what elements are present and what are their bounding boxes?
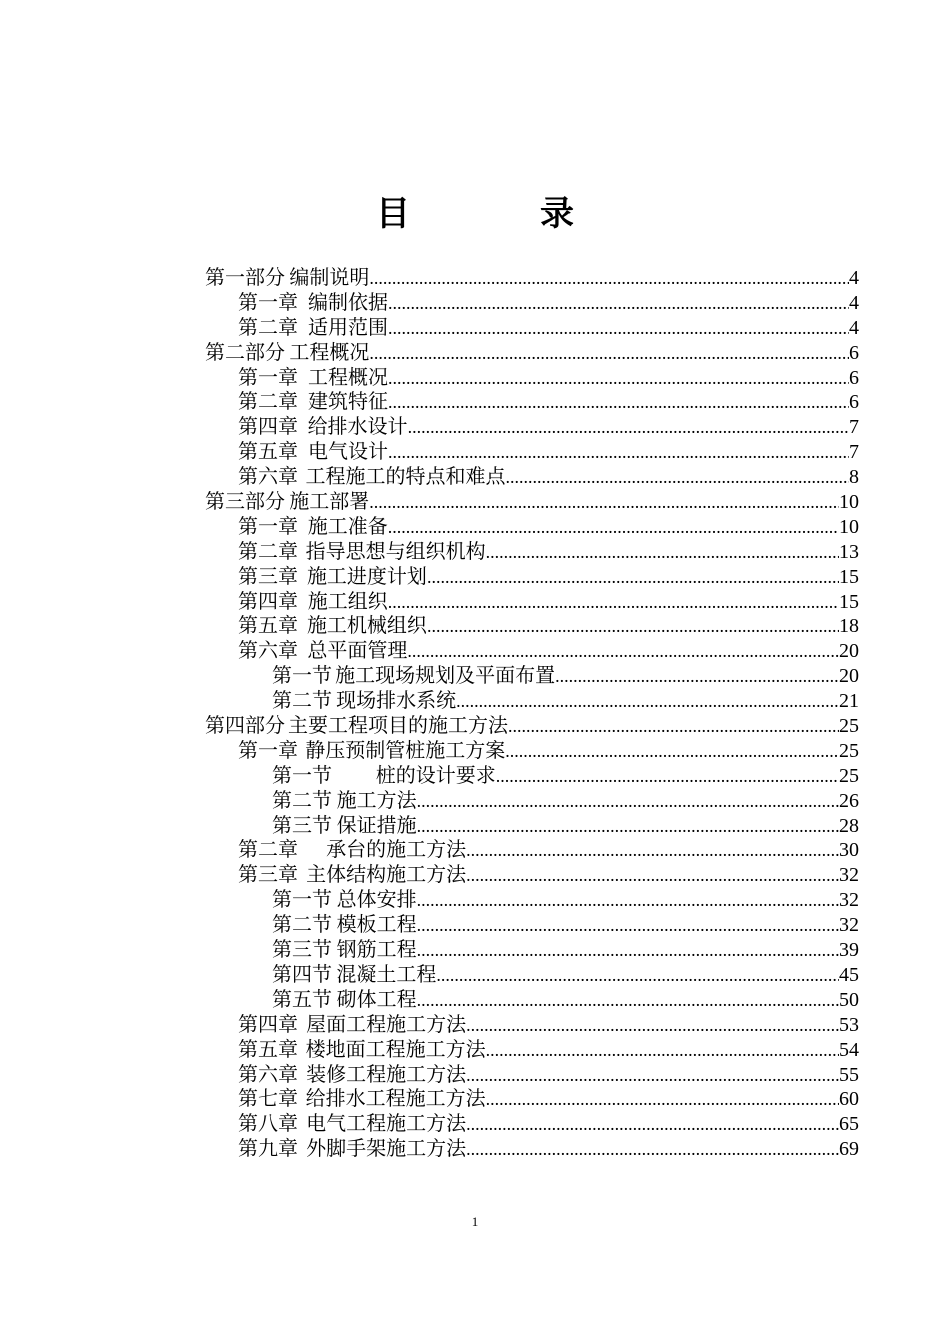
toc-entry-page: 25 xyxy=(839,739,859,762)
toc-entry-number: 第一节 xyxy=(272,762,332,787)
toc-entry-label: 总平面管理 xyxy=(307,638,408,663)
toc-entry-label: 桩的设计要求 xyxy=(335,762,496,787)
toc-entry[interactable] xyxy=(205,1111,859,1136)
table-of-contents xyxy=(205,265,859,1161)
toc-entry-page: 32 xyxy=(839,889,859,912)
toc-entry-label: 指导思想与组织机构 xyxy=(305,538,486,563)
toc-leader-dots xyxy=(427,565,839,590)
toc-entry-label: 总体安排 xyxy=(336,887,417,912)
toc-entry-label: 施工组织 xyxy=(307,588,388,613)
toc-entry-label: 混凝土工程 xyxy=(336,961,437,986)
toc-entry-number: 第二部分 xyxy=(205,339,285,364)
toc-leader-dots xyxy=(388,440,849,465)
toc-entry-number: 第三章 xyxy=(238,563,298,588)
toc-entry-page: 50 xyxy=(839,988,859,1011)
toc-entry-page: 7 xyxy=(849,441,859,464)
toc-entry-label: 主要工程项目的施工方法 xyxy=(287,713,508,738)
toc-entry-page: 28 xyxy=(839,814,859,837)
toc-entry-label: 工程概况 xyxy=(308,364,388,389)
toc-entry-page: 20 xyxy=(839,640,859,663)
toc-leader-dots xyxy=(505,739,839,764)
toc-entry-label: 保证措施 xyxy=(336,812,417,837)
toc-entry-label: 工程施工的特点和难点 xyxy=(305,464,506,489)
toc-entry[interactable] xyxy=(205,340,859,365)
toc-entry[interactable] xyxy=(205,439,859,464)
toc-entry-page: 13 xyxy=(839,540,859,563)
toc-entry-number: 第四部分 xyxy=(205,713,285,738)
toc-leader-dots xyxy=(436,963,839,988)
toc-entry-page: 39 xyxy=(839,939,859,962)
toc-leader-dots xyxy=(486,1087,839,1112)
toc-entry-label: 楼地面工程施工方法 xyxy=(305,1036,486,1061)
toc-entry[interactable] xyxy=(205,414,859,439)
toc-leader-dots xyxy=(486,540,839,565)
toc-entry-label: 模板工程 xyxy=(336,912,417,937)
toc-entry[interactable] xyxy=(205,962,859,987)
toc-leader-dots xyxy=(388,390,849,415)
toc-entry-label: 装修工程施工方法 xyxy=(306,1061,467,1086)
toc-entry[interactable] xyxy=(205,887,859,912)
toc-leader-dots xyxy=(388,515,839,540)
toc-leader-dots xyxy=(417,988,839,1013)
toc-entry-page: 30 xyxy=(839,839,859,862)
toc-entry-page: 21 xyxy=(839,690,859,713)
toc-entry-label: 工程概况 xyxy=(289,339,370,364)
toc-entry-number: 第二节 xyxy=(272,688,332,713)
toc-entry-number: 第一章 xyxy=(238,737,298,762)
toc-leader-dots xyxy=(388,590,839,615)
toc-leader-dots xyxy=(427,614,839,639)
toc-entry-page: 6 xyxy=(849,341,859,364)
toc-entry-page: 26 xyxy=(839,789,859,812)
toc-entry-page: 32 xyxy=(839,914,859,937)
toc-entry-number: 第三节 xyxy=(272,937,332,962)
toc-entry-number: 第九章 xyxy=(238,1136,298,1161)
toc-entry-number: 第二章 xyxy=(238,314,298,339)
toc-entry-page: 15 xyxy=(839,565,859,588)
toc-leader-dots xyxy=(388,291,849,316)
toc-entry[interactable] xyxy=(205,290,859,315)
toc-entry[interactable] xyxy=(205,738,859,763)
toc-entry-number: 第二节 xyxy=(272,787,332,812)
toc-entry-number: 第一章 xyxy=(238,513,298,538)
toc-leader-dots xyxy=(466,838,839,863)
toc-entry-number: 第一章 xyxy=(238,289,298,314)
toc-entry[interactable] xyxy=(205,688,859,713)
toc-entry[interactable] xyxy=(205,315,859,340)
toc-leader-dots xyxy=(456,689,839,714)
toc-entry[interactable] xyxy=(205,713,859,738)
toc-entry-number: 第五章 xyxy=(238,1036,298,1061)
toc-leader-dots xyxy=(466,1137,839,1162)
toc-entry-number: 第四章 xyxy=(238,1011,298,1036)
toc-entry-number: 第六章 xyxy=(238,638,298,663)
toc-entry-number: 第四章 xyxy=(238,414,298,439)
toc-entry-label: 给排水工程施工方法 xyxy=(305,1086,486,1111)
toc-entry-number: 第四节 xyxy=(272,961,332,986)
toc-leader-dots xyxy=(417,913,839,938)
toc-entry-number: 第二节 xyxy=(272,912,332,937)
toc-entry[interactable] xyxy=(205,1012,859,1037)
toc-entry-label: 施工准备 xyxy=(307,513,388,538)
toc-entry-number: 第三章 xyxy=(238,862,298,887)
toc-entry[interactable] xyxy=(205,987,859,1012)
toc-leader-dots xyxy=(466,1063,839,1088)
toc-entry-page: 54 xyxy=(839,1038,859,1061)
toc-entry[interactable] xyxy=(205,862,859,887)
toc-entry-label: 钢筋工程 xyxy=(336,937,417,962)
toc-entry-number: 第三节 xyxy=(272,812,332,837)
toc-entry-label: 电气工程施工方法 xyxy=(306,1111,467,1136)
toc-entry-number: 第七章 xyxy=(238,1086,298,1111)
toc-entry[interactable] xyxy=(205,663,859,688)
toc-entry[interactable] xyxy=(205,613,859,638)
toc-entry-page: 60 xyxy=(839,1088,859,1111)
toc-entry-label: 建筑特征 xyxy=(308,389,388,414)
toc-entry[interactable] xyxy=(205,912,859,937)
toc-entry-number: 第六章 xyxy=(238,464,298,489)
toc-entry-number: 第六章 xyxy=(238,1061,298,1086)
toc-entry-page: 18 xyxy=(839,615,859,638)
toc-entry[interactable] xyxy=(205,813,859,838)
toc-entry-label: 静压预制管桩施工方案 xyxy=(305,737,506,762)
toc-leader-dots xyxy=(417,938,839,963)
toc-entry-page: 4 xyxy=(849,291,859,314)
toc-entry-page: 4 xyxy=(849,316,859,339)
toc-entry-label: 外脚手架施工方法 xyxy=(306,1136,467,1161)
toc-leader-dots xyxy=(486,1038,839,1063)
toc-leader-dots xyxy=(466,1013,839,1038)
toc-entry[interactable] xyxy=(205,638,859,663)
toc-leader-dots xyxy=(466,1112,839,1137)
toc-leader-dots xyxy=(505,465,849,490)
toc-entry-label: 编制依据 xyxy=(308,289,388,314)
toc-entry-number: 第五节 xyxy=(272,986,332,1011)
toc-entry-label: 施工进度计划 xyxy=(306,563,427,588)
toc-entry-number: 第二章 xyxy=(238,389,298,414)
toc-entry-number: 第一节 xyxy=(272,887,332,912)
toc-entry-page: 32 xyxy=(839,864,859,887)
toc-entry[interactable] xyxy=(205,589,859,614)
toc-entry-label: 电气设计 xyxy=(308,439,388,464)
toc-entry[interactable] xyxy=(205,489,859,514)
toc-entry[interactable] xyxy=(205,389,859,414)
toc-entry-page: 10 xyxy=(839,491,859,514)
toc-entry[interactable] xyxy=(205,937,859,962)
toc-leader-dots xyxy=(369,490,839,515)
toc-entry-label: 施工方法 xyxy=(336,787,417,812)
toc-entry[interactable] xyxy=(205,564,859,589)
toc-entry-number: 第八章 xyxy=(238,1111,298,1136)
toc-entry-page: 6 xyxy=(849,366,859,389)
toc-entry-page: 53 xyxy=(839,1013,859,1036)
toc-entry-label: 施工现场规划及平面布置 xyxy=(335,663,556,688)
toc-entry[interactable] xyxy=(205,837,859,862)
toc-entry-label: 适用范围 xyxy=(308,314,388,339)
toc-entry[interactable] xyxy=(205,539,859,564)
toc-entry-number: 第二章 xyxy=(238,837,298,862)
toc-leader-dots xyxy=(417,789,839,814)
toc-entry-label: 屋面工程施工方法 xyxy=(306,1011,467,1036)
toc-leader-dots xyxy=(408,415,849,440)
toc-entry-label: 砌体工程 xyxy=(336,986,417,1011)
toc-entry-page: 65 xyxy=(839,1113,859,1136)
toc-title: 目 录 xyxy=(376,194,622,234)
toc-entry-label: 施工部署 xyxy=(289,489,370,514)
toc-leader-dots xyxy=(555,664,839,689)
toc-entry-label: 施工机械组织 xyxy=(306,613,427,638)
toc-leader-dots xyxy=(369,266,849,291)
toc-entry-number: 第一章 xyxy=(238,364,298,389)
toc-leader-dots xyxy=(466,863,839,888)
toc-entry[interactable] xyxy=(205,788,859,813)
toc-entry[interactable] xyxy=(205,763,859,788)
toc-leader-dots xyxy=(508,714,839,739)
toc-entry-page: 20 xyxy=(839,665,859,688)
toc-leader-dots xyxy=(407,639,839,664)
toc-entry[interactable] xyxy=(205,265,859,290)
toc-entry[interactable] xyxy=(205,464,859,489)
toc-entry-number: 第五章 xyxy=(238,613,298,638)
toc-entry[interactable] xyxy=(205,1086,859,1111)
toc-leader-dots xyxy=(369,341,849,366)
toc-entry-number: 第二章 xyxy=(238,538,298,563)
toc-entry-page: 25 xyxy=(839,764,859,787)
toc-entry[interactable] xyxy=(205,1062,859,1087)
toc-entry-number: 第一部分 xyxy=(205,265,285,289)
toc-entry-page: 8 xyxy=(849,466,859,489)
toc-entry[interactable] xyxy=(205,365,859,390)
page-number-footer: 1 xyxy=(471,1214,479,1229)
toc-leader-dots xyxy=(388,316,849,341)
toc-entry-label: 编制说明 xyxy=(289,265,370,289)
toc-entry-page: 45 xyxy=(839,963,859,986)
toc-entry-number: 第三部分 xyxy=(205,489,285,514)
toc-entry-page: 4 xyxy=(849,267,859,289)
toc-entry-label: 给排水设计 xyxy=(307,414,408,439)
toc-entry-page: 10 xyxy=(839,515,859,538)
toc-leader-dots xyxy=(417,814,839,839)
toc-leader-dots xyxy=(417,888,839,913)
toc-entry-number: 第一节 xyxy=(272,663,332,688)
toc-entry[interactable] xyxy=(205,1136,859,1161)
toc-entry-page: 6 xyxy=(849,391,859,414)
toc-entry-label: 现场排水系统 xyxy=(336,688,457,713)
toc-entry-number: 第五章 xyxy=(238,439,298,464)
toc-leader-dots xyxy=(496,764,839,789)
toc-entry-page: 69 xyxy=(839,1138,859,1161)
toc-entry-page: 55 xyxy=(839,1063,859,1086)
toc-entry[interactable] xyxy=(205,514,859,539)
toc-entry-label: 承台的施工方法 xyxy=(306,837,467,862)
toc-entry-page: 25 xyxy=(839,715,859,738)
toc-entry-label: 主体结构施工方法 xyxy=(306,862,467,887)
toc-entry-page: 15 xyxy=(839,590,859,613)
toc-entry[interactable] xyxy=(205,1037,859,1062)
toc-leader-dots xyxy=(388,366,849,391)
toc-entry-number: 第四章 xyxy=(238,588,298,613)
toc-entry-page: 7 xyxy=(848,416,859,439)
